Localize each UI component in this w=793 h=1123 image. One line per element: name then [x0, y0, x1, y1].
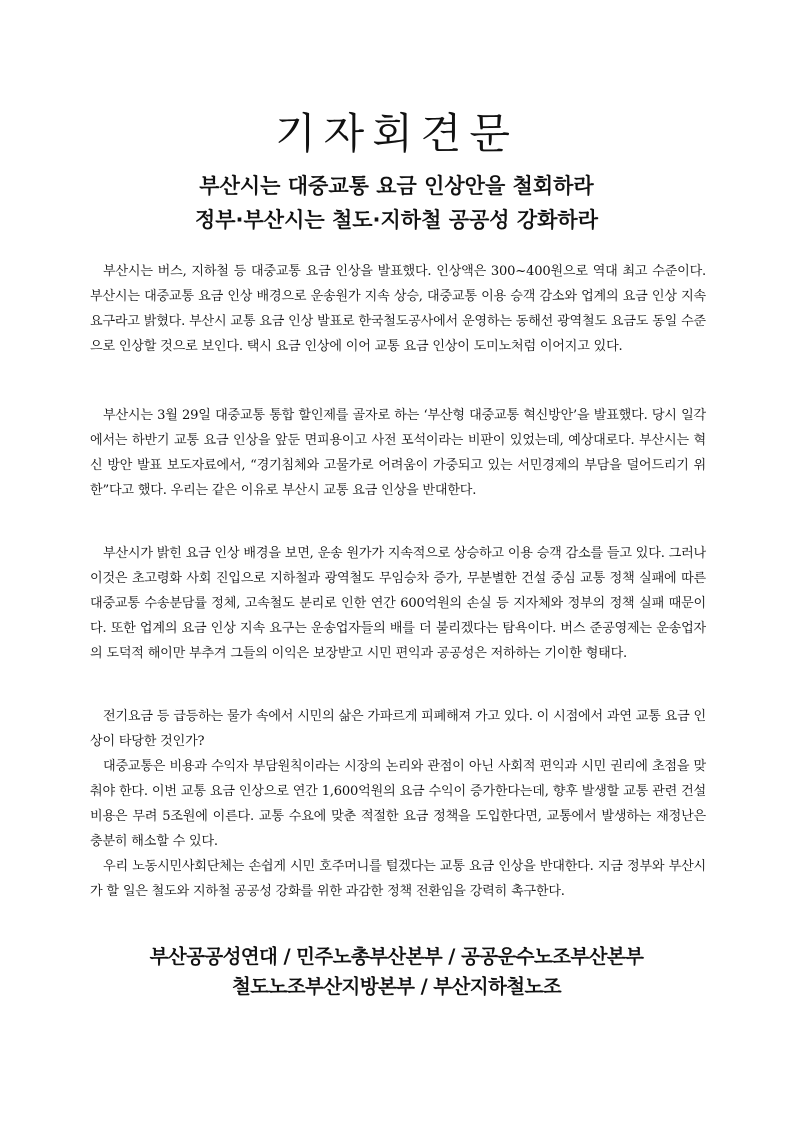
body-section-3 [90, 541, 706, 666]
signature-line-2: 철도노조부산지방본부 / 부산지하철노조 [232, 975, 561, 998]
paragraph-price-surge: 전기요금 등 급등하는 물가 속에서 시민의 삶은 가파르게 피폐해져 가고 있다. 이 시점에서 과연 교통 요금 인상이 타당한 것인가? [90, 709, 706, 749]
paragraph-demand: 우리 노동시민사회단체는 손쉽게 시민 호주머니를 털겠다는 교통 요금 인상을 반대한다. 지금 정부와 부산시가 할 일은 철도와 지하철 공공성 강화를 위한 과감한 정책 전환임을 강력히 촉구한다. [90, 859, 706, 899]
paragraph-cost-background: 부산시가 밝힌 요금 인상 배경을 보면, 운송 원가가 지속적으로 상승하고 이용 승객 감소를 들고 있다. 그러나 이것은 초고령화 사회 진입으로 지하철과 광역철도 무임승차 증가, 무분별한 건설 중심 교통 정책 실패에 따른 대중교통 수송분담률 정체, 고속철도 분리로 인한 연간 600억원의 손실 등 지자체와 정부의 정책 실패 때문이다. 또한 업계의 요금 인상 지속 요구는 운송업자들의 배를 더 불리겠다는 탐욕이다. 버스 준공영제는 운송업자의 도덕적 해이만 부추겨 그들의 이익은 보장받고 시민 편익과 공공성은 저하하는 기이한 형태다. [90, 546, 706, 661]
page-title: 기자회견문 [275, 109, 518, 158]
body-section-1 [90, 259, 706, 359]
paragraph-fare-hike-announcement: 부산시는 버스, 지하철 등 대중교통 요금 인상을 발표했다. 인상액은 300~400원으로 역대 최고 수준이다. 부산시는 대중교통 요금 인상 배경으로 운송원가 지속 상승, 대중교통 이용 승객 감소와 업계의 요금 인상 지속 요구라고 밝혔다. 부산시 교통 요금 인상 발표로 한국철도공사에서 운영하는 동해선 광역철도 요금도 동일 수준으로 인상할 것으로 보인다. 택시 요금 인상에 이어 교통 요금 인상이 도미노처럼 이어지고 있다. [90, 264, 706, 354]
signature-line-1: 부산공공성연대 / 민주노총부산본부 / 공공운수노조부산본부 [149, 945, 644, 968]
subtitle-strengthen-public-rail: 정부·부산시는 철도·지하철 공공성 강화하라 [194, 208, 599, 232]
body-section-2 [90, 403, 706, 503]
paragraph-public-benefit: 대중교통은 비용과 수익자 부담원칙이라는 시장의 논리와 관점이 아닌 사회적 편익과 시민 권리에 초점을 맞춰야 한다. 이번 교통 요금 인상으로 연간 1,600억원의 요금 수익이 증가한다는데, 향후 발생할 교통 관련 건설 비용은 무려 5조원에 이른다. 교통 수요에 맞춘 적절한 요금 정책을 도입한다면, 교통에서 발생하는 재정난은 충분히 해소할 수 있다. [90, 759, 706, 849]
body-section-4 [90, 704, 706, 904]
subtitle-withdraw-fare-hike: 부산시는 대중교통 요금 인상안을 철회하라 [199, 174, 594, 198]
paragraph-innovation-plan: 부산시는 3월 29일 대중교통 통합 할인제를 골자로 하는 ‘부산형 대중교통 혁신방안’을 발표했다. 당시 일각에서는 하반기 교통 요금 인상을 앞둔 면피용이고 사전 포석이라는 비판이 있었는데, 예상대로다. 부산시는 혁신 방안 발표 보도자료에서, “경기침체와 고물가로 어려움이 가중되고 있는 서민경제의 부담을 덜어드리기 위한”다고 했다. 우리는 같은 이유로 부산시 교통 요금 인상을 반대한다. [90, 408, 706, 498]
